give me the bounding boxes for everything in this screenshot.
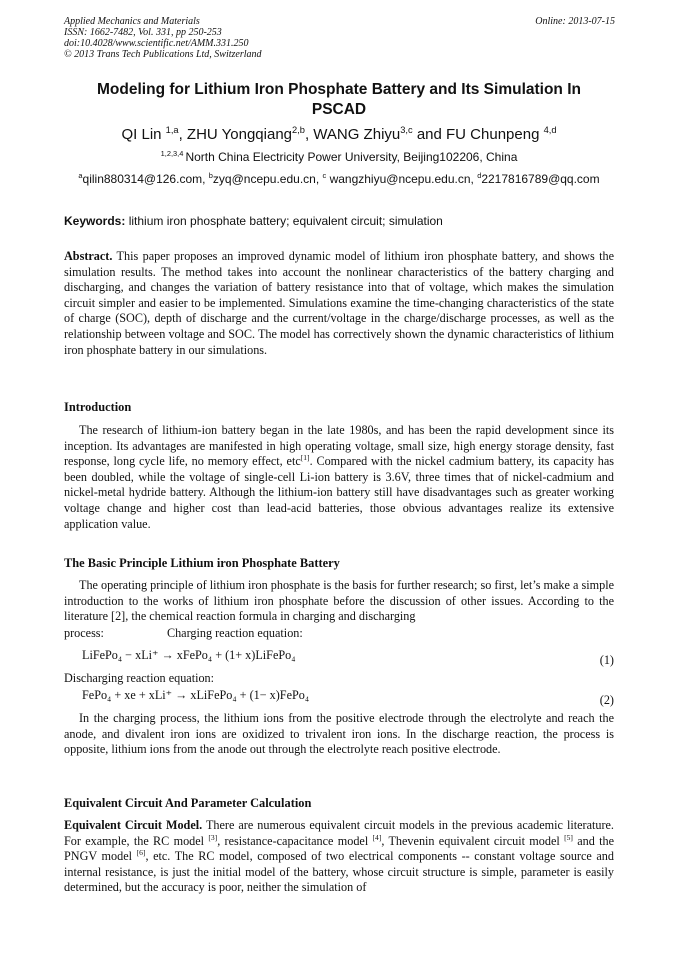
equivalent-text: There are numerous equivalent circuit models in the previous academic literature. For example, the RC model xyxy=(64,818,614,848)
email-list xyxy=(40,172,638,186)
author-name: and FU Chunpeng xyxy=(412,126,544,143)
email-sup: d xyxy=(477,171,482,180)
equation-2-number: (2) xyxy=(599,693,614,707)
author-list xyxy=(40,126,638,143)
author-name: QI Lin xyxy=(121,126,166,143)
process-label: process: xyxy=(64,626,104,640)
doi-line: doi:10.4028/www.scientific.net/AMM.331.250 xyxy=(64,38,249,49)
author-sup: 1,a xyxy=(165,125,179,135)
principle-text: The operating principle of lithium iron phosphate is the basis for further research; so first, let’s make a simple introduction to the works of lithium iron phosphate before the discussion of other issues. According to the literature [2], the chemical reaction formula in charging and discharging xyxy=(64,578,614,624)
abstract-label: Abstract. xyxy=(64,249,113,263)
abstract xyxy=(64,249,614,358)
author-sup: 4,d xyxy=(543,125,557,135)
issn-line: ISSN: 1662-7482, Vol. 331, pp 250-253 xyxy=(64,27,222,38)
intro-text: The research of lithium-ion battery began in the late 1980s, and has been the rapid development since its inception. Its advantages are manifested in high operating voltage, small size, high energy storage density, fast response, long cycle life, no memory effect, etc xyxy=(64,423,614,469)
email-link[interactable]: zyq@ncepu.edu.cn, xyxy=(212,172,323,186)
email-link[interactable]: qilin880314@126.com, xyxy=(82,172,209,186)
author-name: , WANG Zhiyu xyxy=(304,126,401,143)
affiliation-sup: 1,2,3,4 xyxy=(160,149,186,158)
email-link[interactable]: wangzhiyu@ncepu.edu.cn, xyxy=(326,172,478,186)
citation-ref: [3] xyxy=(208,832,218,842)
equivalent-text: , etc. The RC model, composed of two electrical components -- constant voltage source and internal resistance, is just the initial model of the battery, whose circuit structure is simple, parameter is easily determined, but the accuracy is poor, neither the simulation of xyxy=(64,849,614,895)
journal-name: Applied Mechanics and Materials xyxy=(64,16,200,27)
section-heading-introduction: Introduction xyxy=(64,400,132,414)
section-heading-equivalent-circuit: Equivalent Circuit And Parameter Calculation xyxy=(64,796,312,810)
citation-ref: [4] xyxy=(372,832,382,842)
author-sup: 3,c xyxy=(400,125,413,135)
principle-paragraph-2 xyxy=(64,711,614,758)
citation-ref: [1] xyxy=(300,453,310,463)
abstract-text: This paper proposes an improved dynamic model of lithium iron phosphate battery, and shows the simulation results. The method takes into account the nonlinear characteristics of the battery charging and discharging, and changes the variation of battery resistance into that of voltage, which makes the simulation circuit simpler and easier to be implemented. Simulations examine the time-changing characteristics of the state of charge (SOC), depth of discharge and the current/voltage in the charge/discharge processes, as well as the relationship between voltage and SOC. The model has correctively shown the dynamic characteristics of lithium iron phosphate battery in our simulations. xyxy=(64,249,614,357)
process-line xyxy=(64,626,614,641)
subsection-label: Equivalent Circuit Model. xyxy=(64,818,203,832)
author-sup: 2,b xyxy=(292,125,305,135)
equivalent-text: and the PNGV model xyxy=(64,833,614,864)
author-name: , ZHU Yongqiang xyxy=(178,126,293,143)
keywords-text: lithium iron phosphate battery; equivalent circuit; simulation xyxy=(125,214,443,228)
equation-1-number: (1) xyxy=(599,653,614,667)
equation-2: FePo₄ + xe + xLi⁺ → xLiFePo₄ + (1− x)FePo₄ xyxy=(82,688,310,702)
journal-header xyxy=(64,16,262,60)
citation-ref: [5] xyxy=(564,832,573,842)
discharging-label: Discharging reaction equation: xyxy=(64,671,215,685)
copyright-line: © 2013 Trans Tech Publications Ltd, Switzerland xyxy=(64,49,262,60)
email-link[interactable]: 2217816789@qq.com xyxy=(481,172,600,186)
affiliation xyxy=(40,150,638,164)
affiliation-text: North China Electricity Power University, Beijing102206, China xyxy=(185,150,518,164)
email-sup: b xyxy=(208,171,213,180)
paper-title: Modeling for Lithium Iron Phosphate Battery and Its Simulation In PSCAD xyxy=(97,81,581,118)
equivalent-text: , Thevenin equivalent circuit model xyxy=(381,833,565,848)
keywords xyxy=(64,214,443,228)
equivalent-text: , resistance-capacitance model xyxy=(217,833,373,848)
keywords-label: Keywords: xyxy=(64,214,126,228)
citation-ref: [6] xyxy=(136,848,146,858)
charging-label: Charging reaction equation: xyxy=(166,626,303,640)
principle-paragraph xyxy=(64,578,614,625)
equation-1: LiFePo₄ − xLi⁺ → xFePo₄ + (1+ x)LiFePo₄ xyxy=(82,648,296,662)
introduction-paragraph xyxy=(64,423,614,532)
intro-text-continued: . Compared with the nickel cadmium battery, its capacity has been doubled, while the voltage of single-cell Li-ion battery is 3.6V, three times that of nickel-cadmium and nickel-metal hydride battery. Although the lithium-ion battery still have disadvantages such as greater working voltage change and higher cost than lead-acid batteries, those obvious advantages realize its extensive application value. xyxy=(64,454,615,531)
principle-text-2: In the charging process, the lithium ions from the positive electrode through the electrolyte and reach the anode, and divalent iron ions are oxidized to trivalent iron ions. In the discharge reaction, the process is opposite, lithium ions from the anode out through the electrolyte reach positive electrode. xyxy=(64,711,614,757)
online-date: Online: 2013-07-15 xyxy=(535,16,615,27)
email-sup: c xyxy=(322,171,327,180)
email-sup: a xyxy=(78,171,83,180)
equivalent-paragraph xyxy=(64,818,614,896)
section-heading-principle: The Basic Principle Lithium iron Phosphate Battery xyxy=(64,556,340,570)
